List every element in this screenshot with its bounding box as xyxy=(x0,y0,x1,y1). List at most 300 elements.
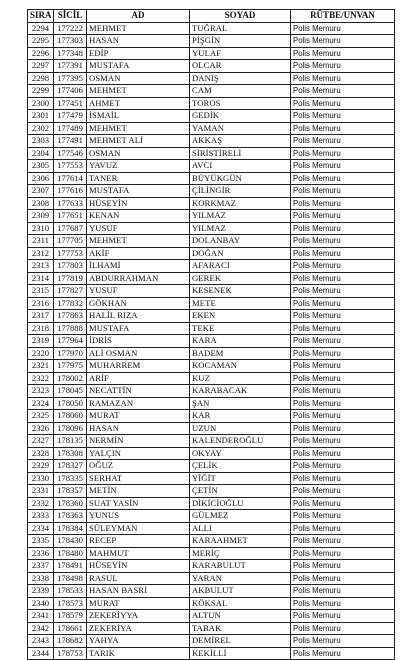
cell-ad: MEHMET xyxy=(87,85,190,98)
cell-ad: NERMİN xyxy=(87,435,190,448)
cell-sicil: 177303 xyxy=(54,35,87,48)
cell-sira: 2312 xyxy=(28,247,54,260)
cell-rutbe: Polis Memuru xyxy=(291,135,395,148)
cell-soyad: KÖKSAL xyxy=(190,597,291,610)
cell-soyad: DOĞAN xyxy=(190,247,291,260)
cell-rutbe: Polis Memuru xyxy=(291,60,395,73)
cell-rutbe: Polis Memuru xyxy=(291,560,395,573)
cell-rutbe: Polis Memuru xyxy=(291,497,395,510)
cell-sira: 2331 xyxy=(28,485,54,498)
cell-sicil: 178430 xyxy=(54,535,87,548)
table-row xyxy=(28,472,395,485)
cell-sira: 2295 xyxy=(28,35,54,48)
cell-ad: ABDURRAHMAN xyxy=(87,272,190,285)
table-row xyxy=(28,97,395,110)
table-row xyxy=(28,222,395,235)
cell-rutbe: Polis Memuru xyxy=(291,235,395,248)
cell-sira: 2304 xyxy=(28,147,54,160)
cell-rutbe: Polis Memuru xyxy=(291,22,395,35)
cell-ad: SÜLEYMAN xyxy=(87,522,190,535)
cell-soyad: BADEM xyxy=(190,347,291,360)
cell-soyad: KEKİLLİ xyxy=(190,647,291,660)
cell-sicil: 177553 xyxy=(54,160,87,173)
cell-rutbe: Polis Memuru xyxy=(291,322,395,335)
cell-rutbe: Polis Memuru xyxy=(291,485,395,498)
table-row xyxy=(28,172,395,185)
cell-ad: İLHAMİ xyxy=(87,260,190,273)
cell-sira: 2300 xyxy=(28,97,54,110)
cell-soyad: METE xyxy=(190,297,291,310)
cell-sira: 2343 xyxy=(28,635,54,648)
table-row xyxy=(28,122,395,135)
table-row xyxy=(28,522,395,535)
table-row xyxy=(28,397,395,410)
cell-rutbe: Polis Memuru xyxy=(291,585,395,598)
cell-ad: HASAN xyxy=(87,35,190,48)
cell-soyad: YILMAZ xyxy=(190,222,291,235)
table-row xyxy=(28,85,395,98)
cell-rutbe: Polis Memuru xyxy=(291,597,395,610)
cell-sicil: 178357 xyxy=(54,485,87,498)
cell-soyad: GÜLMEZ xyxy=(190,510,291,523)
cell-ad: HASAN BASRİ xyxy=(87,585,190,598)
cell-rutbe: Polis Memuru xyxy=(291,297,395,310)
cell-sicil: 178384 xyxy=(54,522,87,535)
cell-soyad: YARAN xyxy=(190,572,291,585)
table-row xyxy=(28,372,395,385)
cell-sicil: 177803 xyxy=(54,260,87,273)
cell-sicil: 177827 xyxy=(54,285,87,298)
table-row xyxy=(28,435,395,448)
cell-sira: 2305 xyxy=(28,160,54,173)
cell-ad: MEHMET xyxy=(87,235,190,248)
cell-sira: 2330 xyxy=(28,472,54,485)
cell-sira: 2334 xyxy=(28,522,54,535)
cell-sicil: 177705 xyxy=(54,235,87,248)
table-row xyxy=(28,322,395,335)
table-row xyxy=(28,22,395,35)
cell-ad: NECATTİN xyxy=(87,385,190,398)
cell-soyad: ÇİLİNGİR xyxy=(190,185,291,198)
cell-ad: MUSTAFA xyxy=(87,322,190,335)
cell-ad: HASAN xyxy=(87,422,190,435)
cell-soyad: PİŞGİN xyxy=(190,35,291,48)
cell-soyad: DANIŞ xyxy=(190,72,291,85)
cell-sicil: 178661 xyxy=(54,622,87,635)
table-row xyxy=(28,35,395,48)
cell-sicil: 178682 xyxy=(54,635,87,648)
header-sicil: SİCİL xyxy=(54,10,87,23)
cell-ad: MEHMET xyxy=(87,122,190,135)
cell-soyad: UZUN xyxy=(190,422,291,435)
cell-rutbe: Polis Memuru xyxy=(291,347,395,360)
cell-sira: 2314 xyxy=(28,272,54,285)
cell-sicil: 178327 xyxy=(54,460,87,473)
cell-ad: AKİF xyxy=(87,247,190,260)
cell-sira: 2294 xyxy=(28,22,54,35)
cell-sira: 2310 xyxy=(28,222,54,235)
table-row xyxy=(28,510,395,523)
cell-ad: HÜSEYİN xyxy=(87,560,190,573)
cell-sicil: 177391 xyxy=(54,60,87,73)
cell-soyad: KOCAMAN xyxy=(190,360,291,373)
cell-rutbe: Polis Memuru xyxy=(291,160,395,173)
table-row xyxy=(28,647,395,660)
cell-ad: MUHARREM xyxy=(87,360,190,373)
cell-sira: 2342 xyxy=(28,622,54,635)
table-row xyxy=(28,135,395,148)
cell-sicil: 178480 xyxy=(54,547,87,560)
cell-soyad: ALTUN xyxy=(190,610,291,623)
cell-sira: 2298 xyxy=(28,72,54,85)
table-row xyxy=(28,210,395,223)
cell-sira: 2306 xyxy=(28,172,54,185)
cell-sira: 2317 xyxy=(28,310,54,323)
cell-ad: KENAN xyxy=(87,210,190,223)
cell-soyad: TOROS xyxy=(190,97,291,110)
table-row xyxy=(28,285,395,298)
cell-ad: TANER xyxy=(87,172,190,185)
cell-rutbe: Polis Memuru xyxy=(291,460,395,473)
cell-sicil: 178050 xyxy=(54,397,87,410)
cell-rutbe: Polis Memuru xyxy=(291,360,395,373)
cell-sira: 2318 xyxy=(28,322,54,335)
cell-sicil: 178498 xyxy=(54,572,87,585)
cell-sicil: 177546 xyxy=(54,147,87,160)
cell-soyad: GEDİK xyxy=(190,110,291,123)
cell-ad: TARIK xyxy=(87,647,190,660)
cell-ad: RECEP xyxy=(87,535,190,548)
cell-soyad: YİĞİT xyxy=(190,472,291,485)
cell-sicil: 177491 xyxy=(54,135,87,148)
cell-ad: YUSUF xyxy=(87,222,190,235)
cell-sicil: 177964 xyxy=(54,335,87,348)
cell-sicil: 178363 xyxy=(54,510,87,523)
cell-rutbe: Polis Memuru xyxy=(291,210,395,223)
cell-rutbe: Polis Memuru xyxy=(291,635,395,648)
cell-ad: MURAT xyxy=(87,410,190,423)
cell-sicil: 177348 xyxy=(54,47,87,60)
cell-rutbe: Polis Memuru xyxy=(291,110,395,123)
table-row xyxy=(28,535,395,548)
cell-soyad: ŞAN xyxy=(190,397,291,410)
cell-rutbe: Polis Memuru xyxy=(291,622,395,635)
cell-ad: OSMAN xyxy=(87,147,190,160)
cell-sira: 2337 xyxy=(28,560,54,573)
cell-sicil: 177832 xyxy=(54,297,87,310)
cell-sira: 2299 xyxy=(28,85,54,98)
cell-sicil: 178360 xyxy=(54,497,87,510)
cell-rutbe: Polis Memuru xyxy=(291,522,395,535)
cell-rutbe: Polis Memuru xyxy=(291,260,395,273)
table-row xyxy=(28,247,395,260)
cell-soyad: MERİÇ xyxy=(190,547,291,560)
cell-rutbe: Polis Memuru xyxy=(291,185,395,198)
cell-soyad: AFARACI xyxy=(190,260,291,273)
cell-sira: 2316 xyxy=(28,297,54,310)
cell-rutbe: Polis Memuru xyxy=(291,610,395,623)
document-sheet xyxy=(27,9,395,660)
cell-soyad: KUZ xyxy=(190,372,291,385)
cell-ad: METİN xyxy=(87,485,190,498)
table-row xyxy=(28,597,395,610)
cell-soyad: AVCI xyxy=(190,160,291,173)
cell-sicil: 177970 xyxy=(54,347,87,360)
cell-soyad: KARABULUT xyxy=(190,560,291,573)
cell-soyad: TABAK xyxy=(190,622,291,635)
cell-rutbe: Polis Memuru xyxy=(291,410,395,423)
cell-sira: 2303 xyxy=(28,135,54,148)
table-row xyxy=(28,385,395,398)
cell-sicil: 178753 xyxy=(54,647,87,660)
cell-soyad: KESENEK xyxy=(190,285,291,298)
cell-soyad: ÇELİK xyxy=(190,460,291,473)
cell-ad: GÖKHAN xyxy=(87,297,190,310)
table-row xyxy=(28,622,395,635)
cell-ad: MAHMUT xyxy=(87,547,190,560)
cell-sicil: 177451 xyxy=(54,97,87,110)
cell-ad: İSMAİL xyxy=(87,110,190,123)
cell-soyad: YAMAN xyxy=(190,122,291,135)
cell-rutbe: Polis Memuru xyxy=(291,197,395,210)
cell-ad: ARİF xyxy=(87,372,190,385)
cell-rutbe: Polis Memuru xyxy=(291,372,395,385)
cell-ad: MEHMET ALİ xyxy=(87,135,190,148)
cell-sira: 2339 xyxy=(28,585,54,598)
table-row xyxy=(28,110,395,123)
header-rutbe: RÜTBE/UNVAN xyxy=(291,10,395,23)
cell-soyad: YILMAZ xyxy=(190,210,291,223)
cell-ad: HÜSEYİN xyxy=(87,197,190,210)
cell-sira: 2323 xyxy=(28,385,54,398)
cell-soyad: KALENDEROĞLU xyxy=(190,435,291,448)
table-row xyxy=(28,497,395,510)
cell-sicil: 177489 xyxy=(54,122,87,135)
table-row xyxy=(28,335,395,348)
cell-ad: HALİL RIZA xyxy=(87,310,190,323)
cell-rutbe: Polis Memuru xyxy=(291,510,395,523)
table-row xyxy=(28,235,395,248)
cell-soyad: KORKMAZ xyxy=(190,197,291,210)
table-row xyxy=(28,635,395,648)
cell-ad: YAVUZ xyxy=(87,160,190,173)
cell-soyad: OLCAR xyxy=(190,60,291,73)
cell-ad: ALİ OSMAN xyxy=(87,347,190,360)
cell-ad: SUAT YASİN xyxy=(87,497,190,510)
cell-sicil: 178491 xyxy=(54,560,87,573)
cell-sira: 2340 xyxy=(28,597,54,610)
cell-rutbe: Polis Memuru xyxy=(291,535,395,548)
cell-ad: MUSTAFA xyxy=(87,185,190,198)
cell-soyad: KARAAHMET xyxy=(190,535,291,548)
cell-sicil: 177651 xyxy=(54,210,87,223)
cell-sira: 2302 xyxy=(28,122,54,135)
cell-sicil: 178135 xyxy=(54,435,87,448)
cell-soyad: KARA xyxy=(190,335,291,348)
cell-sicil: 178573 xyxy=(54,597,87,610)
cell-ad: SERHAT xyxy=(87,472,190,485)
cell-sicil: 178045 xyxy=(54,385,87,398)
cell-ad: YAHYA xyxy=(87,635,190,648)
cell-ad: OĞUZ xyxy=(87,460,190,473)
table-row xyxy=(28,360,395,373)
cell-sicil: 178060 xyxy=(54,410,87,423)
cell-ad: EDİP xyxy=(87,47,190,60)
header-ad: AD xyxy=(87,10,190,23)
cell-rutbe: Polis Memuru xyxy=(291,472,395,485)
cell-sira: 2313 xyxy=(28,260,54,273)
cell-soyad: ALLI xyxy=(190,522,291,535)
cell-ad: RAMAZAN xyxy=(87,397,190,410)
cell-soyad: YULAF xyxy=(190,47,291,60)
table-row xyxy=(28,585,395,598)
cell-sicil: 177863 xyxy=(54,310,87,323)
cell-sicil: 177479 xyxy=(54,110,87,123)
cell-sira: 2308 xyxy=(28,197,54,210)
cell-ad: AHMET xyxy=(87,97,190,110)
cell-rutbe: Polis Memuru xyxy=(291,385,395,398)
cell-rutbe: Polis Memuru xyxy=(291,122,395,135)
cell-sira: 2344 xyxy=(28,647,54,660)
cell-soyad: ÇETİN xyxy=(190,485,291,498)
table-row xyxy=(28,610,395,623)
cell-soyad: AKBULUT xyxy=(190,585,291,598)
cell-rutbe: Polis Memuru xyxy=(291,435,395,448)
cell-ad: MEHMET xyxy=(87,22,190,35)
cell-rutbe: Polis Memuru xyxy=(291,247,395,260)
cell-sira: 2307 xyxy=(28,185,54,198)
header-sira: SIRA xyxy=(28,10,54,23)
cell-ad: YUSUF xyxy=(87,285,190,298)
table-row xyxy=(28,460,395,473)
table-row xyxy=(28,297,395,310)
cell-sira: 2319 xyxy=(28,335,54,348)
cell-sira: 2311 xyxy=(28,235,54,248)
cell-rutbe: Polis Memuru xyxy=(291,397,395,410)
cell-rutbe: Polis Memuru xyxy=(291,272,395,285)
cell-rutbe: Polis Memuru xyxy=(291,147,395,160)
cell-rutbe: Polis Memuru xyxy=(291,172,395,185)
table-row xyxy=(28,147,395,160)
cell-sira: 2324 xyxy=(28,397,54,410)
cell-rutbe: Polis Memuru xyxy=(291,285,395,298)
table-row xyxy=(28,260,395,273)
table-row xyxy=(28,547,395,560)
cell-soyad: TEKE xyxy=(190,322,291,335)
table-row xyxy=(28,272,395,285)
cell-soyad: OKYAY xyxy=(190,447,291,460)
cell-sicil: 177616 xyxy=(54,185,87,198)
cell-rutbe: Polis Memuru xyxy=(291,85,395,98)
cell-sicil: 177406 xyxy=(54,85,87,98)
cell-sira: 2297 xyxy=(28,60,54,73)
cell-soyad: DOLANBAY xyxy=(190,235,291,248)
cell-ad: YALÇIN xyxy=(87,447,190,460)
cell-sira: 2338 xyxy=(28,572,54,585)
table-row xyxy=(28,72,395,85)
cell-sicil: 178002 xyxy=(54,372,87,385)
cell-soyad: TUĞRAL xyxy=(190,22,291,35)
cell-sicil: 177614 xyxy=(54,172,87,185)
cell-rutbe: Polis Memuru xyxy=(291,647,395,660)
cell-sicil: 177687 xyxy=(54,222,87,235)
cell-sira: 2332 xyxy=(28,497,54,510)
table-row xyxy=(28,185,395,198)
table-row xyxy=(28,160,395,173)
table-row xyxy=(28,410,395,423)
cell-sira: 2322 xyxy=(28,372,54,385)
cell-soyad: GEREK xyxy=(190,272,291,285)
cell-ad: İDRİS xyxy=(87,335,190,348)
cell-sicil: 177975 xyxy=(54,360,87,373)
table-row xyxy=(28,422,395,435)
cell-rutbe: Polis Memuru xyxy=(291,72,395,85)
cell-sira: 2327 xyxy=(28,435,54,448)
cell-sira: 2309 xyxy=(28,210,54,223)
table-row xyxy=(28,310,395,323)
cell-soyad: AKKAŞ xyxy=(190,135,291,148)
table-row xyxy=(28,197,395,210)
cell-sira: 2296 xyxy=(28,47,54,60)
cell-sicil: 178335 xyxy=(54,472,87,485)
table-row xyxy=(28,47,395,60)
cell-ad: YUNUS xyxy=(87,510,190,523)
cell-sira: 2321 xyxy=(28,360,54,373)
cell-sira: 2329 xyxy=(28,460,54,473)
table-row xyxy=(28,485,395,498)
cell-rutbe: Polis Memuru xyxy=(291,547,395,560)
cell-soyad: CAM xyxy=(190,85,291,98)
cell-rutbe: Polis Memuru xyxy=(291,35,395,48)
cell-rutbe: Polis Memuru xyxy=(291,222,395,235)
cell-sicil: 177819 xyxy=(54,272,87,285)
table-row xyxy=(28,60,395,73)
cell-sira: 2335 xyxy=(28,535,54,548)
cell-sira: 2336 xyxy=(28,547,54,560)
header-soyad: SOYAD xyxy=(190,10,291,23)
cell-soyad: SİRİSTİRELİ xyxy=(190,147,291,160)
cell-rutbe: Polis Memuru xyxy=(291,310,395,323)
cell-sira: 2325 xyxy=(28,410,54,423)
cell-rutbe: Polis Memuru xyxy=(291,97,395,110)
cell-sicil: 178533 xyxy=(54,585,87,598)
cell-rutbe: Polis Memuru xyxy=(291,572,395,585)
table-header-row xyxy=(28,10,395,23)
cell-sira: 2315 xyxy=(28,285,54,298)
cell-soyad: EKEN xyxy=(190,310,291,323)
cell-sira: 2320 xyxy=(28,347,54,360)
cell-soyad: BÜYÜKGÜN xyxy=(190,172,291,185)
cell-rutbe: Polis Memuru xyxy=(291,47,395,60)
cell-sira: 2326 xyxy=(28,422,54,435)
cell-soyad: DİKİCİOĞLU xyxy=(190,497,291,510)
table-body xyxy=(28,22,395,660)
cell-sira: 2301 xyxy=(28,110,54,123)
cell-sicil: 177222 xyxy=(54,22,87,35)
cell-ad: ZEKERİYYA xyxy=(87,610,190,623)
cell-rutbe: Polis Memuru xyxy=(291,447,395,460)
cell-ad: MUSTAFA xyxy=(87,60,190,73)
table-row xyxy=(28,347,395,360)
table-row xyxy=(28,447,395,460)
cell-soyad: KARABACAK xyxy=(190,385,291,398)
cell-sicil: 178308 xyxy=(54,447,87,460)
cell-sicil: 178579 xyxy=(54,610,87,623)
cell-sicil: 177395 xyxy=(54,72,87,85)
cell-sicil: 177753 xyxy=(54,247,87,260)
table-row xyxy=(28,572,395,585)
personnel-table xyxy=(27,9,395,660)
